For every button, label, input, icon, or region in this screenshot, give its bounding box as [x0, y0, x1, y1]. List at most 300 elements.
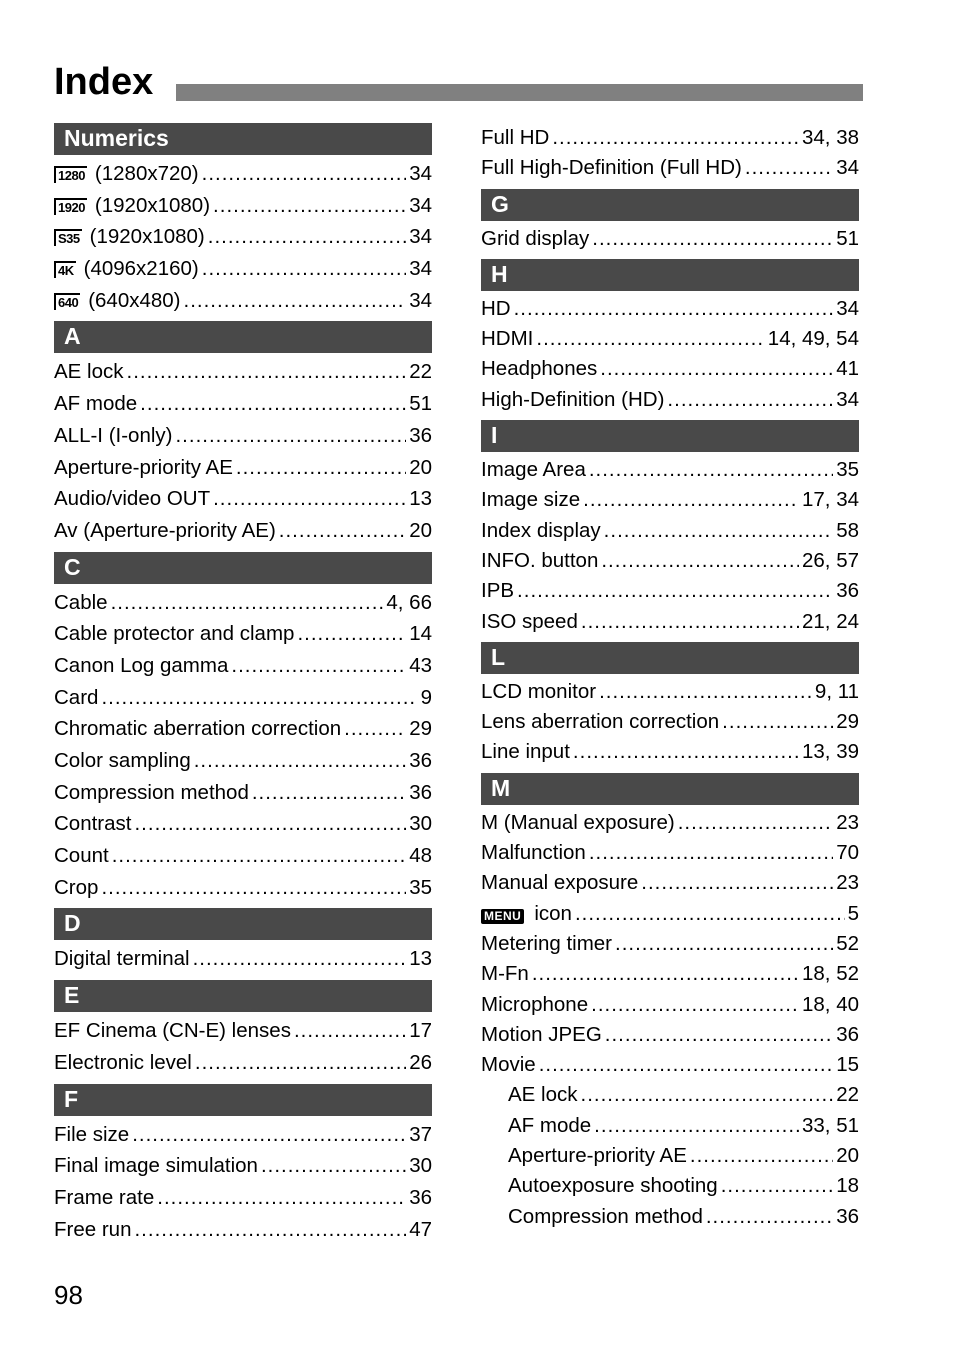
entry-term-text: Canon Log gamma	[54, 653, 229, 677]
entry-term-text: Chromatic aberration correction	[54, 717, 342, 741]
section-heading: C	[54, 552, 432, 584]
entry-pages: 14, 49, 54	[767, 327, 859, 351]
entry-pages: 34, 38	[802, 126, 859, 149]
index-entry	[54, 1182, 432, 1214]
entry-pages: 34	[836, 156, 859, 180]
entry-pages: 15	[836, 1053, 859, 1077]
entry-pages: 34	[409, 257, 432, 281]
entry-pages: 9, 11	[814, 679, 859, 703]
index-entry	[54, 1015, 432, 1047]
index-entry	[481, 1080, 859, 1110]
index-entry	[54, 745, 432, 777]
index-entry	[481, 1050, 859, 1080]
entry-term	[54, 713, 341, 745]
entry-term	[481, 607, 578, 637]
entry-term-text: Compression method	[54, 780, 249, 804]
entry-term-text: Digital terminal	[54, 947, 190, 971]
entry-pages: 9	[420, 685, 432, 709]
entry-pages: 36	[836, 1204, 859, 1228]
entry-pages: 35	[409, 875, 432, 899]
index-entry	[54, 943, 432, 975]
entry-term	[481, 354, 597, 384]
entry-pages: 51	[836, 226, 859, 250]
leader-dots	[591, 990, 799, 1020]
entry-term-text: AE lock	[508, 1083, 578, 1107]
leader-dots	[615, 929, 833, 959]
entry-term-text: Grid display	[481, 226, 590, 250]
entry-term	[481, 677, 596, 707]
entry-term-text: Lens aberration correction	[481, 710, 720, 734]
leader-dots	[231, 650, 406, 682]
menu-icon: MENU	[481, 909, 524, 924]
leader-dots	[252, 777, 406, 809]
index-section	[54, 908, 432, 975]
section-heading: I	[481, 420, 859, 452]
entry-term-text: Motion JPEG	[481, 1022, 602, 1046]
entry-term-text: Frame rate	[54, 1185, 155, 1209]
entry-term	[481, 959, 529, 989]
entry-pages: 18	[836, 1174, 859, 1198]
index-entry	[54, 777, 432, 809]
entry-term	[54, 745, 191, 777]
index-entry	[481, 123, 859, 153]
entry-term	[54, 587, 108, 619]
index-entry	[481, 707, 859, 737]
entry-term-text: Audio/video OUT	[54, 487, 211, 511]
entry-term	[54, 221, 205, 253]
entry-term-text: (1280x720)	[94, 162, 199, 185]
entry-term	[481, 899, 572, 929]
entry-term	[54, 682, 98, 714]
index-entry	[481, 153, 859, 183]
leader-dots	[575, 899, 845, 929]
leader-dots	[552, 123, 799, 153]
leader-dots	[213, 190, 406, 222]
leader-dots	[745, 153, 833, 183]
entry-term-text: Contrast	[54, 812, 132, 836]
entry-term-text: ISO speed	[481, 609, 578, 633]
index-entry	[54, 808, 432, 840]
index-column-left	[54, 123, 432, 1245]
index-section	[54, 980, 432, 1078]
index-entry	[481, 838, 859, 868]
index-entry	[481, 677, 859, 707]
index-entry	[54, 650, 432, 682]
leader-dots	[194, 745, 406, 777]
leader-dots	[344, 713, 406, 745]
entry-term-text: Cable protector and clamp	[54, 622, 295, 646]
index-entry	[54, 356, 432, 388]
entry-term-text: M (Manual exposure)	[481, 810, 675, 834]
entry-term-text: Metering timer	[481, 931, 613, 955]
leader-dots	[261, 1150, 406, 1182]
index-entry	[54, 190, 432, 222]
entry-term-text: File size	[54, 1122, 130, 1146]
entry-term-text: Malfunction	[481, 841, 586, 865]
index-section	[481, 123, 859, 184]
entry-term-text: Free run	[54, 1217, 132, 1241]
leader-dots	[297, 618, 406, 650]
entry-term-text: Crop	[54, 875, 99, 899]
index-entry	[54, 1119, 432, 1151]
entry-term-text: Movie	[481, 1053, 536, 1077]
entry-term-text: Image Area	[481, 458, 586, 482]
leader-dots	[589, 455, 833, 485]
entry-term	[54, 420, 172, 452]
leader-dots	[111, 587, 384, 619]
entry-pages: 36	[836, 1022, 859, 1046]
entry-pages: 5	[847, 901, 859, 925]
entry-term	[481, 516, 601, 546]
movie-size-icon: 1920	[54, 198, 87, 215]
entry-term	[54, 777, 249, 809]
entry-pages: 70	[836, 841, 859, 865]
index-entry	[481, 294, 859, 324]
section-heading: M	[481, 773, 859, 805]
entry-term-text: Color sampling	[54, 749, 191, 772]
entry-term	[481, 1050, 536, 1080]
leader-dots	[722, 707, 833, 737]
entry-pages: 34	[836, 296, 859, 320]
entry-pages: 20	[409, 455, 432, 479]
page-number: 98	[54, 1280, 83, 1310]
index-entry	[481, 385, 859, 415]
entry-pages: 23	[836, 810, 859, 834]
index-entry	[481, 808, 859, 838]
index-entry	[54, 713, 432, 745]
entry-term	[54, 483, 210, 515]
entry-term	[54, 190, 210, 222]
section-heading: L	[481, 642, 859, 674]
index-entry	[481, 1141, 859, 1171]
entry-term	[481, 153, 742, 183]
index-entry	[481, 959, 859, 989]
entry-term-text: Manual exposure	[481, 871, 639, 895]
index-entry	[54, 452, 432, 484]
page-title: Index	[54, 61, 154, 103]
entry-term	[481, 990, 588, 1020]
entry-term-text: Microphone	[481, 992, 589, 1016]
leader-dots	[195, 1047, 406, 1079]
section-heading: E	[54, 980, 432, 1012]
entry-pages: 35	[836, 458, 859, 482]
index-entry	[54, 1047, 432, 1079]
title-rule	[176, 84, 863, 101]
index-section	[481, 420, 859, 637]
entry-term-text: INFO. button	[481, 548, 599, 572]
entry-term	[481, 385, 664, 415]
leader-dots	[517, 576, 833, 606]
leader-dots	[294, 1015, 406, 1047]
entry-term-text: Count	[54, 844, 109, 868]
index-entry	[54, 515, 432, 547]
entry-term-text: (1920x1080)	[89, 225, 205, 249]
leader-dots	[236, 452, 406, 484]
index-entry	[54, 840, 432, 872]
entry-pages: 34	[409, 225, 432, 249]
index-entry	[54, 221, 432, 253]
entry-pages: 51	[409, 392, 432, 416]
entry-term	[54, 650, 228, 682]
entry-pages: 29	[836, 710, 859, 734]
entry-term-text: EF Cinema (CN-E) lenses	[54, 1019, 291, 1043]
index-entry	[481, 224, 859, 254]
leader-dots	[101, 682, 417, 714]
entry-term	[54, 840, 109, 872]
entry-pages: 34	[409, 193, 432, 217]
movie-size-icon: 640	[54, 293, 80, 310]
entry-term-text: Final image simulation	[54, 1154, 258, 1178]
entry-pages: 22	[836, 1083, 859, 1107]
entry-term-text: (640x480)	[88, 288, 181, 312]
entry-pages: 26	[409, 1050, 432, 1074]
leader-dots	[175, 420, 406, 452]
entry-pages: 48	[409, 844, 432, 868]
entry-term	[481, 737, 570, 767]
entry-term-text: Aperture-priority AE	[508, 1144, 687, 1168]
entry-pages: 33, 51	[802, 1113, 859, 1137]
entry-pages: 34	[836, 387, 859, 411]
entry-term-text: M-Fn	[481, 962, 529, 986]
entry-pages: 36	[409, 1185, 432, 1209]
entry-term	[54, 808, 131, 840]
index-entry	[481, 607, 859, 637]
entry-pages: 34	[409, 162, 432, 185]
section-heading: A	[54, 321, 432, 353]
leader-dots	[604, 516, 834, 546]
entry-term	[481, 546, 598, 576]
entry-term	[481, 929, 612, 959]
section-heading: H	[481, 259, 859, 291]
index-entry	[54, 1214, 432, 1246]
index-section	[54, 552, 432, 904]
leader-dots	[599, 677, 812, 707]
entry-term	[481, 485, 580, 515]
section-heading: D	[54, 908, 432, 940]
movie-size-icon: 4K	[54, 261, 76, 278]
entry-pages: 43	[409, 653, 432, 677]
entry-term	[481, 808, 675, 838]
entry-term-text: Headphones	[481, 357, 598, 381]
index-entry	[481, 737, 859, 767]
index-entry	[481, 1171, 859, 1201]
entry-pages: 13	[409, 487, 432, 511]
entry-term-text: High-Definition (HD)	[481, 387, 665, 411]
entry-term-text: icon	[534, 901, 572, 925]
entry-term-text: Full HD	[481, 126, 550, 149]
entry-term	[54, 388, 137, 420]
entry-term	[54, 515, 276, 547]
movie-size-icon: 1280	[54, 166, 87, 183]
entry-term-text: Autoexposure shooting	[508, 1174, 718, 1198]
entry-term-text: Image size	[481, 488, 581, 512]
entry-term	[481, 224, 589, 254]
leader-dots	[581, 1080, 834, 1110]
leader-dots	[592, 224, 833, 254]
entry-pages: 30	[409, 812, 432, 836]
entry-term-text: Line input	[481, 740, 570, 764]
leader-dots	[279, 515, 406, 547]
entry-term	[54, 1047, 192, 1079]
index-entry	[481, 1202, 859, 1232]
index-entry	[54, 682, 432, 714]
entry-term	[54, 618, 294, 650]
entry-pages: 36	[409, 749, 432, 772]
entry-pages: 58	[836, 518, 859, 542]
entry-term-text: Cable	[54, 590, 108, 614]
leader-dots	[605, 1020, 833, 1050]
leader-dots	[134, 808, 406, 840]
entry-term	[54, 1150, 258, 1182]
entry-term	[481, 868, 638, 898]
leader-dots	[127, 356, 407, 388]
entry-term	[54, 452, 233, 484]
leader-dots	[536, 324, 764, 354]
entry-pages: 29	[409, 717, 432, 741]
entry-term	[481, 324, 533, 354]
entry-pages: 52	[836, 931, 859, 955]
entry-term-text: AF mode	[508, 1113, 592, 1137]
index-column-right	[481, 123, 859, 1232]
entry-pages: 47	[409, 1217, 432, 1241]
entry-term-text: Electronic level	[54, 1050, 192, 1074]
entry-term-text: ALL-I (I-only)	[54, 423, 173, 447]
leader-dots	[514, 294, 834, 324]
leader-dots	[157, 1182, 406, 1214]
entry-term	[508, 1080, 578, 1110]
leader-dots	[539, 1050, 834, 1080]
entry-pages: 14	[409, 622, 432, 646]
entry-term	[54, 1182, 154, 1214]
entry-term	[481, 294, 511, 324]
entry-term	[54, 158, 199, 190]
entry-term-text: Index display	[481, 518, 601, 542]
entry-term	[481, 1020, 602, 1050]
index-entry	[54, 1150, 432, 1182]
entry-term	[54, 1214, 131, 1246]
entry-pages: 17	[409, 1019, 432, 1043]
entry-term	[54, 356, 124, 388]
entry-term	[481, 576, 514, 606]
index-entry	[54, 420, 432, 452]
index-entry	[481, 485, 859, 515]
index-entry	[481, 868, 859, 898]
index-section	[54, 123, 432, 316]
entry-term-text: IPB	[481, 579, 515, 603]
leader-dots	[193, 943, 407, 975]
index-entry	[54, 253, 432, 285]
entry-pages: 18, 52	[802, 962, 859, 986]
index-section	[481, 189, 859, 254]
entry-pages: 13, 39	[802, 740, 859, 764]
index-entry	[54, 872, 432, 904]
entry-pages: 20	[836, 1144, 859, 1168]
index-entry	[481, 455, 859, 485]
index-entry	[481, 990, 859, 1020]
entry-pages: 13	[409, 947, 432, 971]
entry-term	[508, 1202, 703, 1232]
index-entry	[54, 618, 432, 650]
leader-dots	[641, 868, 833, 898]
entry-term	[54, 285, 181, 317]
index-entry	[54, 285, 432, 317]
leader-dots	[573, 737, 799, 767]
entry-pages: 36	[409, 780, 432, 804]
leader-dots	[213, 483, 406, 515]
index-entry	[481, 1020, 859, 1050]
leader-dots	[532, 959, 799, 989]
entry-term	[481, 123, 549, 153]
entry-term-text: LCD monitor	[481, 679, 597, 703]
index-section	[54, 1084, 432, 1246]
entry-pages: 23	[836, 871, 859, 895]
section-heading: F	[54, 1084, 432, 1116]
entry-term	[508, 1141, 687, 1171]
leader-dots	[581, 607, 799, 637]
leader-dots	[184, 285, 407, 317]
index-entry	[481, 1111, 859, 1141]
entry-term	[481, 707, 719, 737]
leader-dots	[202, 158, 407, 190]
entry-term	[54, 1119, 129, 1151]
leader-dots	[134, 1214, 406, 1246]
leader-dots	[583, 485, 799, 515]
entry-term-text: (1920x1080)	[94, 193, 211, 217]
index-section	[481, 773, 859, 1232]
entry-term-text: Av (Aperture-priority AE)	[54, 518, 276, 542]
entry-term	[54, 253, 199, 285]
entry-pages: 18, 40	[802, 992, 859, 1016]
entry-term-text: AF mode	[54, 392, 138, 416]
leader-dots	[706, 1202, 833, 1232]
index-entry	[481, 899, 859, 929]
index-section	[481, 642, 859, 768]
index-entry	[481, 546, 859, 576]
leader-dots	[594, 1111, 799, 1141]
index-entry	[481, 516, 859, 546]
leader-dots	[667, 385, 833, 415]
entry-term	[54, 872, 98, 904]
index-entry	[54, 388, 432, 420]
entry-pages: 37	[409, 1122, 432, 1146]
entry-term-text: (4096x2160)	[83, 257, 199, 281]
entry-term-text: Aperture-priority AE	[54, 455, 233, 479]
leader-dots	[132, 1119, 406, 1151]
section-heading: Numerics	[54, 123, 432, 155]
leader-dots	[721, 1171, 833, 1201]
entry-term	[54, 943, 190, 975]
entry-pages: 34	[409, 288, 432, 312]
entry-pages: 21, 24	[802, 609, 859, 633]
index-entry	[481, 354, 859, 384]
index-section	[481, 259, 859, 415]
leader-dots	[208, 221, 406, 253]
leader-dots	[202, 253, 406, 285]
entry-term	[481, 455, 586, 485]
entry-pages: 36	[409, 423, 432, 447]
entry-pages: 41	[836, 357, 859, 381]
leader-dots	[140, 388, 406, 420]
entry-term	[508, 1171, 718, 1201]
entry-term-text: Full High-Definition (Full HD)	[481, 156, 742, 180]
index-entry	[481, 576, 859, 606]
index-entry	[481, 324, 859, 354]
entry-term-text: HDMI	[481, 327, 534, 351]
section-heading: G	[481, 189, 859, 221]
entry-pages: 17, 34	[802, 488, 859, 512]
leader-dots	[600, 354, 833, 384]
entry-term	[508, 1111, 591, 1141]
